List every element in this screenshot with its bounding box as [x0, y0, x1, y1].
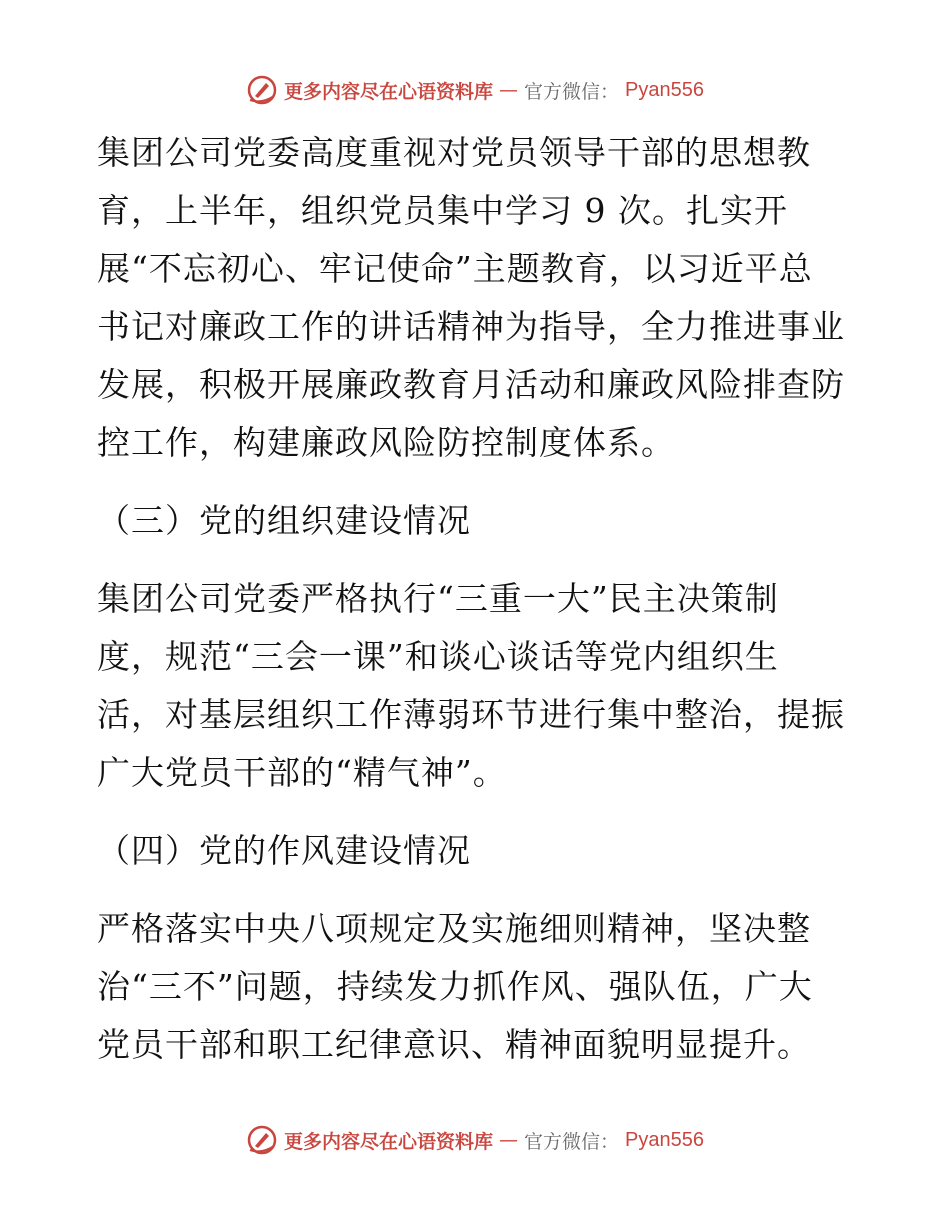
text-line: 控工作，构建廉政风险防控制度体系。 [97, 423, 675, 462]
text-line: 治“三不”问题，持续发力抓作风、强队伍，广大 [97, 967, 813, 1006]
footer-watermark [0, 1122, 950, 1158]
paragraph-education [97, 124, 853, 472]
watermark-dash: — [499, 79, 519, 101]
paragraph-style [97, 900, 853, 1074]
paragraph-organization [97, 570, 853, 802]
watermark-dash: — [499, 1129, 519, 1151]
brand-logo-icon [246, 74, 278, 106]
section-heading-organization [97, 492, 853, 550]
watermark-brand: 更多内容尽在心语资料库 [284, 1130, 494, 1153]
text-line: 度，规范“三会一课”和谈心谈话等党内组织生 [97, 637, 779, 676]
text-line: 发展，积极开展廉政教育月活动和廉政风险排查防 [97, 365, 845, 404]
watermark-label: 官方微信： [524, 80, 620, 103]
heading-line: （三）党的组织建设情况 [97, 501, 471, 540]
watermark-brand: 更多内容尽在心语资料库 [284, 80, 494, 103]
paragraph-gap [97, 880, 853, 900]
brand-logo-icon [246, 1124, 278, 1156]
text-line: 党员干部和职工纪律意识、精神面貌明显提升。 [97, 1025, 811, 1064]
text-line: 育，上半年，组织党员集中学习 9 次。扎实开 [97, 191, 788, 230]
watermark-label: 官方微信： [524, 1130, 620, 1153]
text-line: 活，对基层组织工作薄弱环节进行集中整治，提振 [97, 695, 845, 734]
text-line: 书记对廉政工作的讲话精神为指导，全力推进事业 [97, 307, 845, 346]
text-line: 集团公司党委严格执行“三重一大”民主决策制 [97, 579, 779, 618]
section-heading-style [97, 822, 853, 880]
paragraph-gap [97, 802, 853, 822]
text-line: 展“不忘初心、牢记使命”主题教育，以习近平总 [97, 249, 813, 288]
text-line: 广大党员干部的“精气神”。 [97, 753, 507, 792]
heading-line: （四）党的作风建设情况 [97, 831, 471, 870]
paragraph-gap [97, 472, 853, 492]
text-line: 严格落实中央八项规定及实施细则精神，坚决整 [97, 909, 811, 948]
document-body [97, 124, 853, 1074]
text-line: 集团公司党委高度重视对党员领导干部的思想教 [97, 133, 811, 172]
paragraph-gap [97, 550, 853, 570]
watermark-id: Pyan556 [625, 1128, 704, 1151]
header-watermark [0, 72, 950, 108]
watermark-id: Pyan556 [625, 78, 704, 101]
